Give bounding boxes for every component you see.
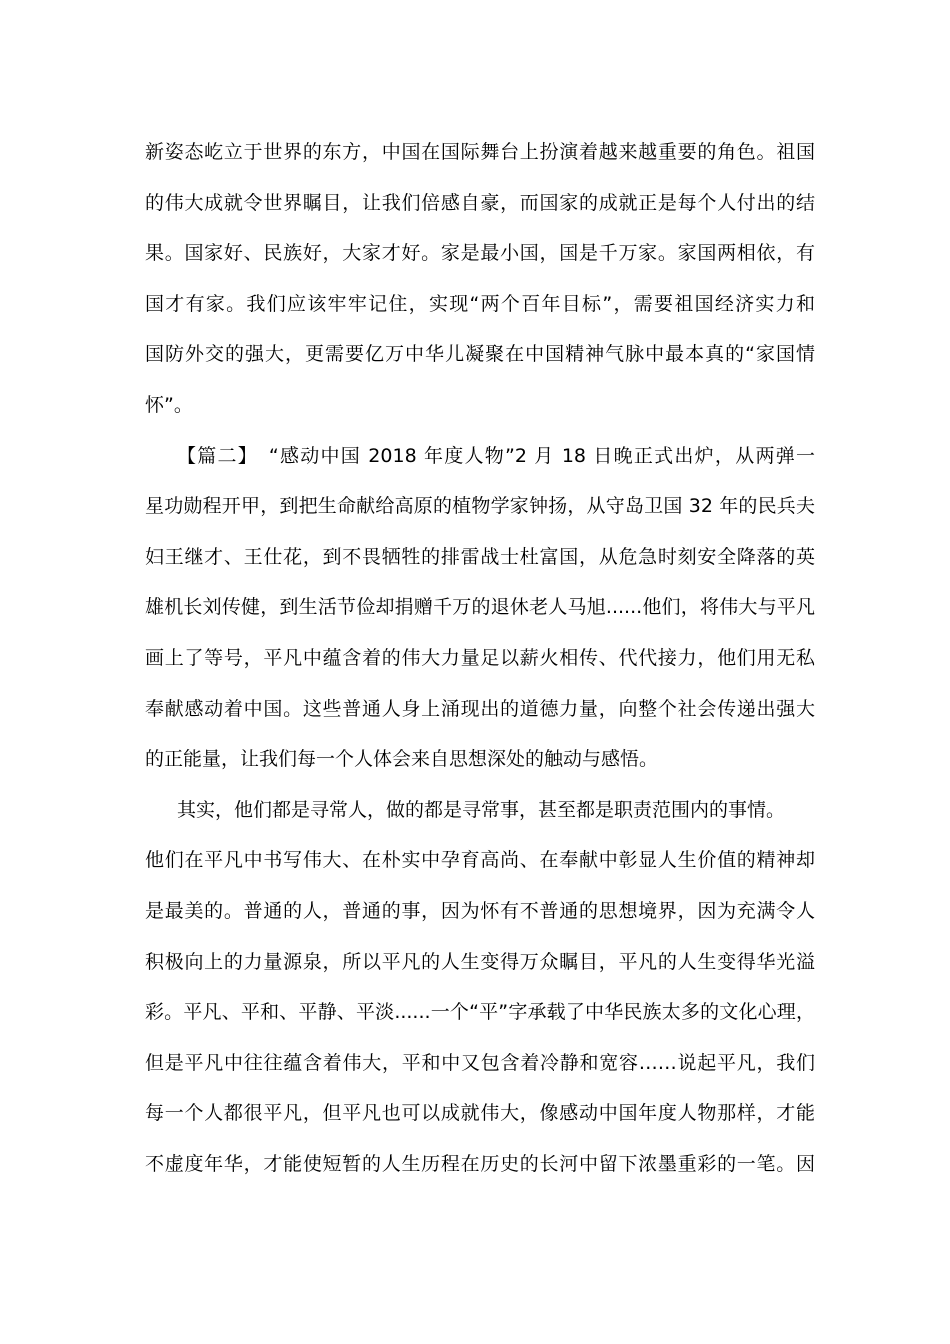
text-line: 妇王继才、王仕花，到不畏牺牲的排雷战士杜富国，从危急时刻安全降落的英 <box>145 545 815 568</box>
text-line: 彩。平凡、平和、平静、平淡......一个“平”字承载了中华民族太多的文化心理， <box>145 1001 815 1024</box>
text-line: 是最美的。普通的人，普通的事，因为怀有不普通的思想境界，因为充满令人 <box>145 899 815 922</box>
text-line: 【篇二】 “感动中国 2018 年度人物”2 月 18 日晚正式出炉，从两弹一 <box>177 444 815 467</box>
text-line: 国防外交的强大，更需要亿万中华儿凝聚在中国精神气脉中最本真的“家国情 <box>145 343 815 366</box>
text-line: 的正能量，让我们每一个人体会来自思想深处的触动与感悟。 <box>145 748 659 771</box>
body-text <box>145 127 815 1189</box>
text-line: 积极向上的力量源泉，所以平凡的人生变得万众瞩目，平凡的人生变得华光溢 <box>145 950 815 973</box>
text-line: 星功勋程开甲，到把生命献给高原的植物学家钟扬，从守岛卫国 32 年的民兵夫 <box>145 495 815 518</box>
text-line: 雄机长刘传健，到生活节俭却捐赠千万的退休老人马旭......他们，将伟大与平凡 <box>145 596 815 619</box>
paragraph-1 <box>145 127 815 431</box>
text-line: 的伟大成就令世界瞩目，让我们倍感自豪，而国家的成就正是每个人付出的结 <box>145 191 815 214</box>
text-line: 他们在平凡中书写伟大、在朴实中孕育高尚、在奉献中彰显人生价值的精神却 <box>145 849 815 872</box>
text-line: 画上了等号，平凡中蕴含着的伟大力量足以薪火相传、代代接力，他们用无私 <box>145 646 815 669</box>
text-line: 怀”。 <box>145 393 193 416</box>
text-line: 新姿态屹立于世界的东方，中国在国际舞台上扮演着越来越重要的角色。祖国 <box>145 141 815 163</box>
text-line: 每一个人都很平凡，但平凡也可以成就伟大，像感动中国年度人物那样，才能 <box>145 1102 815 1125</box>
text-line: 果。国家好、民族好，大家才好。家是最小国，国是千万家。家国两相依，有 <box>145 242 815 265</box>
text-line: 其实，他们都是寻常人，做的都是寻常事，甚至都是职责范围内的事情。 <box>177 798 786 821</box>
text-line: 不虚度年华，才能使短暂的人生历程在历史的长河中留下浓墨重彩的一笔。因 <box>145 1152 815 1175</box>
text-line: 奉献感动着中国。这些普通人身上涌现出的道德力量，向整个社会传递出强大 <box>145 697 815 720</box>
paragraph-3 <box>145 785 815 1190</box>
text-line: 国才有家。我们应该牢牢记住，实现“两个百年目标”，需要祖国经济实力和 <box>145 292 815 315</box>
paragraph-2 <box>145 431 815 785</box>
text-line: 但是平凡中往往蕴含着伟大，平和中又包含着冷静和宽容……说起平凡，我们 <box>145 1051 815 1074</box>
